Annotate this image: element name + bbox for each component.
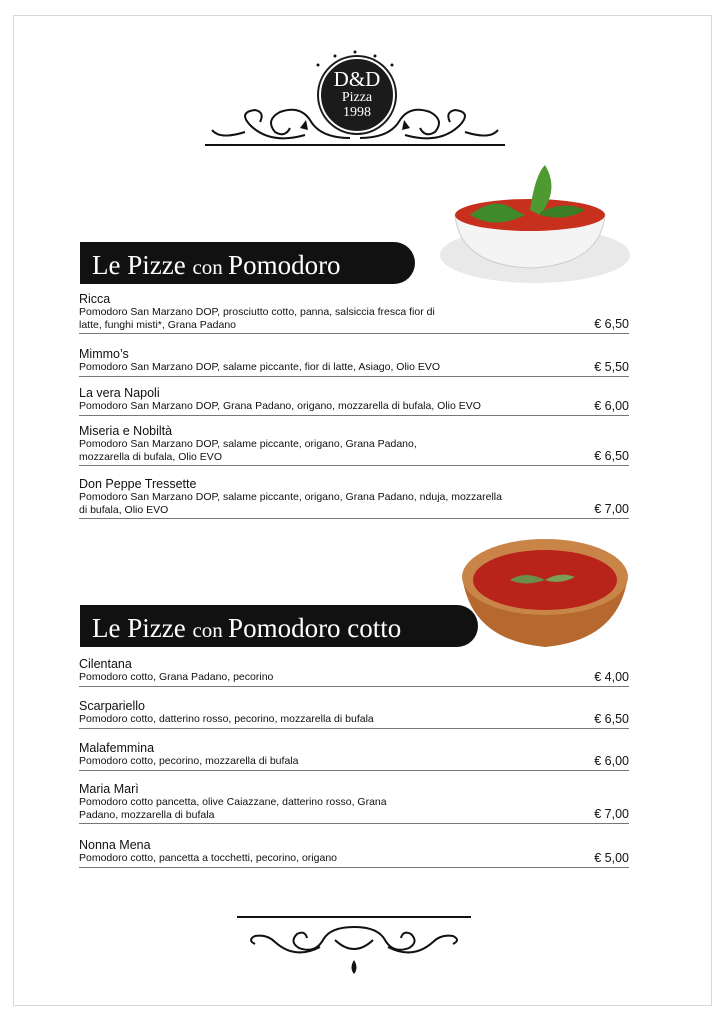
title-word: Le (92, 250, 128, 280)
menu-item (79, 293, 629, 334)
item-description: Pomodoro San Marzano DOP, salame piccante, origano, Grana Padano, mozzarella di bufala, Olio EVO (79, 438, 417, 463)
menu-item (79, 478, 629, 519)
item-description: Pomodoro cotto, pecorino, mozzarella di bufala (79, 755, 299, 767)
section-header-pomodoro-cotto (80, 605, 478, 647)
footer-ornament-icon (235, 912, 473, 980)
item-name: Malafemmina (79, 741, 155, 755)
item-price: € 6,50 (594, 449, 629, 463)
item-description: Pomodoro cotto pancetta, olive Caiazzane, datterino rosso, Grana Padano, mozzarella di bufala (79, 796, 387, 821)
item-description: Pomodoro San Marzano DOP, prosciutto cotto, panna, salsiccia fresca fior di latte, funghi misti*, Grana Padano (79, 306, 435, 331)
tomato-sauce-bowl-image (425, 160, 630, 286)
item-description: Pomodoro cotto, Grana Padano, pecorino (79, 671, 274, 683)
item-description: Pomodoro cotto, pancetta a tocchetti, pecorino, origano (79, 852, 337, 864)
item-name: Cilentana (79, 657, 132, 671)
title-word: con (192, 255, 229, 279)
item-price: € 6,00 (594, 398, 629, 413)
item-name: Maria Marì (79, 782, 139, 796)
logo-year: 1998 (343, 105, 371, 120)
item-name: Ricca (79, 292, 111, 306)
title-word: Pomodoro (228, 250, 341, 280)
item-name: Scarpariello (79, 699, 146, 713)
item-description: Pomodoro San Marzano DOP, Grana Padano, origano, mozzarella di bufala, Olio EVO (79, 400, 481, 412)
item-price: € 5,50 (594, 359, 629, 374)
menu-item (79, 387, 629, 416)
menu-item (79, 658, 629, 687)
item-description: Pomodoro San Marzano DOP, salame piccante, origano, Grana Padano, nduja, mozzarella di bufala, Olio EVO (79, 491, 502, 516)
item-price: € 5,00 (594, 850, 629, 865)
cooked-tomato-bowl-image (460, 535, 630, 650)
menu-item (79, 783, 629, 824)
menu-item (79, 742, 629, 771)
item-description: Pomodoro cotto, datterino rosso, pecorino, mozzarella di bufala (79, 713, 374, 725)
item-name: La vera Napoli (79, 386, 160, 400)
item-name: Miseria e Nobiltà (79, 424, 173, 438)
item-price: € 6,50 (594, 317, 629, 331)
title-word: Pomodoro cotto (228, 613, 402, 643)
menu-item (79, 700, 629, 729)
item-price: € 6,50 (594, 711, 629, 726)
title-word: Pizze (127, 250, 193, 280)
title-word: Pizze (127, 613, 193, 643)
logo-name: D&D (333, 67, 381, 91)
item-price: € 6,00 (594, 753, 629, 768)
item-name: Mimmo’s (79, 347, 129, 361)
title-word: con (192, 618, 229, 642)
item-description: Pomodoro San Marzano DOP, salame piccante, fior di latte, Asiago, Olio EVO (79, 361, 441, 373)
section-header-pomodoro (80, 242, 415, 284)
item-price: € 7,00 (594, 502, 629, 516)
item-price: € 4,00 (594, 669, 629, 684)
menu-item (79, 348, 629, 377)
title-word: Le (92, 613, 128, 643)
item-name: Nonna Mena (79, 838, 151, 852)
logo-subtitle: Pizza (341, 90, 373, 105)
item-price: € 7,00 (594, 807, 629, 821)
logo (319, 57, 395, 133)
menu-item (79, 839, 629, 868)
menu-item (79, 425, 629, 466)
item-name: Don Peppe Tressette (79, 477, 197, 491)
